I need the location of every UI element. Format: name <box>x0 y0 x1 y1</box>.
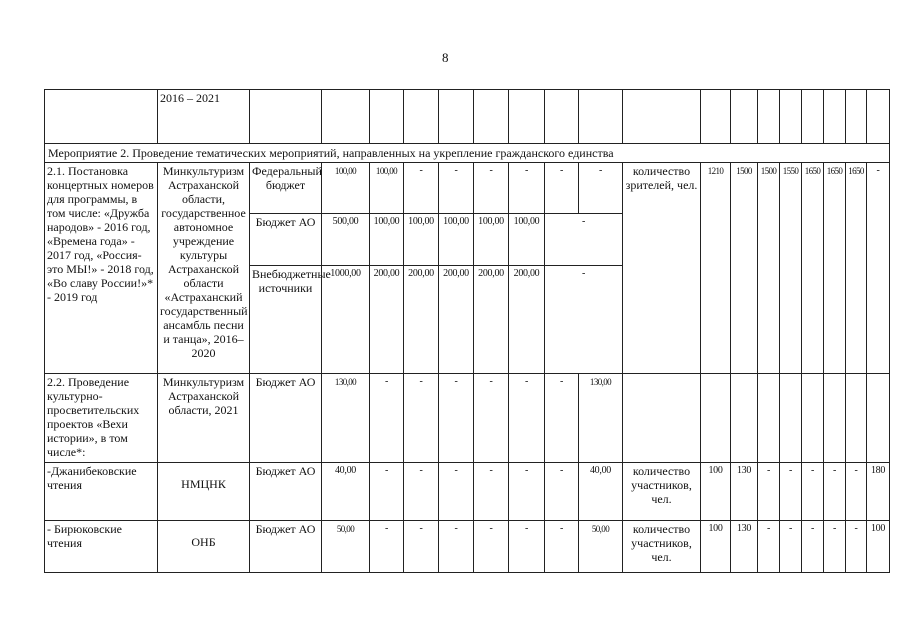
value-cell: - <box>404 163 439 214</box>
page-number: 8 <box>442 50 449 65</box>
item-name-biryukov: - Бирюковские чтения <box>45 521 158 573</box>
indicator-biryukov: количество участников, чел. <box>623 521 701 573</box>
value-cell: 50,00 <box>579 521 623 573</box>
indicator-value: - <box>824 521 846 573</box>
value-cell: - <box>474 521 509 573</box>
value-cell: - <box>474 463 509 521</box>
indicator-value: - <box>758 463 780 521</box>
value-cell: - <box>545 374 579 463</box>
indicator-value: - <box>846 463 867 521</box>
indicator-value: 1210 <box>701 163 731 374</box>
indicator-dzhanibek: количество участников, чел. <box>623 463 701 521</box>
value-cell: - <box>404 521 439 573</box>
value-cell: 40,00 <box>322 463 370 521</box>
value-cell: - <box>404 463 439 521</box>
value-cell: - <box>545 214 623 266</box>
table-row <box>45 463 890 521</box>
funding-source: Бюджет АО <box>250 374 322 463</box>
value-cell: 200,00 <box>370 266 404 374</box>
program-table <box>44 89 890 573</box>
indicator-value: 100 <box>867 521 890 573</box>
value-cell: 100,00 <box>439 214 474 266</box>
indicator-value: 1500 <box>758 163 780 374</box>
value-cell: 100,00 <box>370 163 404 214</box>
funding-source: Бюджет АО <box>250 214 322 266</box>
funding-source: Бюджет АО <box>250 521 322 573</box>
value-cell: 100,00 <box>370 214 404 266</box>
value-cell: 130,00 <box>322 374 370 463</box>
executor-2-2: Минкультуризм Астраханской области, 2021 <box>158 374 250 463</box>
value-cell: - <box>579 163 623 214</box>
indicator-value: 1650 <box>802 163 824 374</box>
indicator-value: - <box>780 521 802 573</box>
value-cell: 200,00 <box>404 266 439 374</box>
value-cell: - <box>370 521 404 573</box>
value-cell: - <box>404 374 439 463</box>
indicator-value: 1500 <box>731 163 758 374</box>
value-cell: 100,00 <box>322 163 370 214</box>
period-cell: 2016 – 2021 <box>158 90 250 144</box>
value-cell: 500,00 <box>322 214 370 266</box>
indicator-value: 100 <box>701 521 731 573</box>
value-cell: - <box>545 521 579 573</box>
indicator-value: 1650 <box>846 163 867 374</box>
executor-2-1: Минкультуризм Астраханской области, государственное автономное учреждение культуры Астраханской области «Астраханский государственный ансамбль песни и танца», 2016–2020 <box>158 163 250 374</box>
item-name-2-1: 2.1. Постановка концертных номеров для программы, в том числе: «Дружба народов» - 2016 год, «Времена года» - 2017 год, «Россия-это МЫ!» - 2018 год, «Во славу России!»* - 2019 год <box>45 163 158 374</box>
value-cell: 200,00 <box>439 266 474 374</box>
executor-dzhanibek: НМЦНК <box>158 463 250 521</box>
value-cell: 200,00 <box>509 266 545 374</box>
table-row <box>45 374 890 463</box>
value-cell: - <box>370 374 404 463</box>
value-cell: - <box>439 163 474 214</box>
value-cell: - <box>509 521 545 573</box>
indicator-value: 100 <box>701 463 731 521</box>
indicator-value: - <box>824 463 846 521</box>
funding-source: Бюджет АО <box>250 463 322 521</box>
value-cell: - <box>474 163 509 214</box>
table-row <box>45 521 890 573</box>
value-cell: 1000,00 <box>322 266 370 374</box>
value-cell: 200,00 <box>474 266 509 374</box>
indicator-value: 1650 <box>824 163 846 374</box>
indicator-2-1: количество зрителей, чел. <box>623 163 701 374</box>
indicator-value: 130 <box>731 463 758 521</box>
value-cell: 100,00 <box>474 214 509 266</box>
table-row <box>45 163 890 214</box>
item-name-2-2: 2.2. Проведение культурно-просветительских проектов «Вехи истории», в том числе*: <box>45 374 158 463</box>
value-cell: - <box>439 374 474 463</box>
value-cell: - <box>439 463 474 521</box>
item-name-dzhanibek: -Джанибековские чтения <box>45 463 158 521</box>
section-row <box>45 144 890 163</box>
value-cell: - <box>545 163 579 214</box>
executor-biryukov: ОНБ <box>158 521 250 573</box>
value-cell: - <box>474 374 509 463</box>
funding-source: Внебюджетные источники <box>250 266 322 374</box>
value-cell: 50,00 <box>322 521 370 573</box>
value-cell: - <box>439 521 474 573</box>
indicator-value: - <box>867 163 890 374</box>
value-cell: - <box>509 374 545 463</box>
value-cell: - <box>545 463 579 521</box>
value-cell: - <box>509 163 545 214</box>
indicator-value: 130 <box>731 521 758 573</box>
value-cell: 130,00 <box>579 374 623 463</box>
indicator-value: 1550 <box>780 163 802 374</box>
indicator-value: - <box>802 463 824 521</box>
value-cell: 40,00 <box>579 463 623 521</box>
value-cell: 100,00 <box>404 214 439 266</box>
value-cell: 100,00 <box>509 214 545 266</box>
table-row <box>45 90 890 144</box>
indicator-value: - <box>846 521 867 573</box>
value-cell: - <box>509 463 545 521</box>
funding-source: Федеральный бюджет <box>250 163 322 214</box>
indicator-value: - <box>802 521 824 573</box>
indicator-value: - <box>758 521 780 573</box>
indicator-value: 180 <box>867 463 890 521</box>
section-title: Мероприятие 2. Проведение тематических мероприятий, направленных на укрепление гражданского единства <box>45 144 890 163</box>
value-cell: - <box>370 463 404 521</box>
indicator-value: - <box>780 463 802 521</box>
value-cell: - <box>545 266 623 374</box>
